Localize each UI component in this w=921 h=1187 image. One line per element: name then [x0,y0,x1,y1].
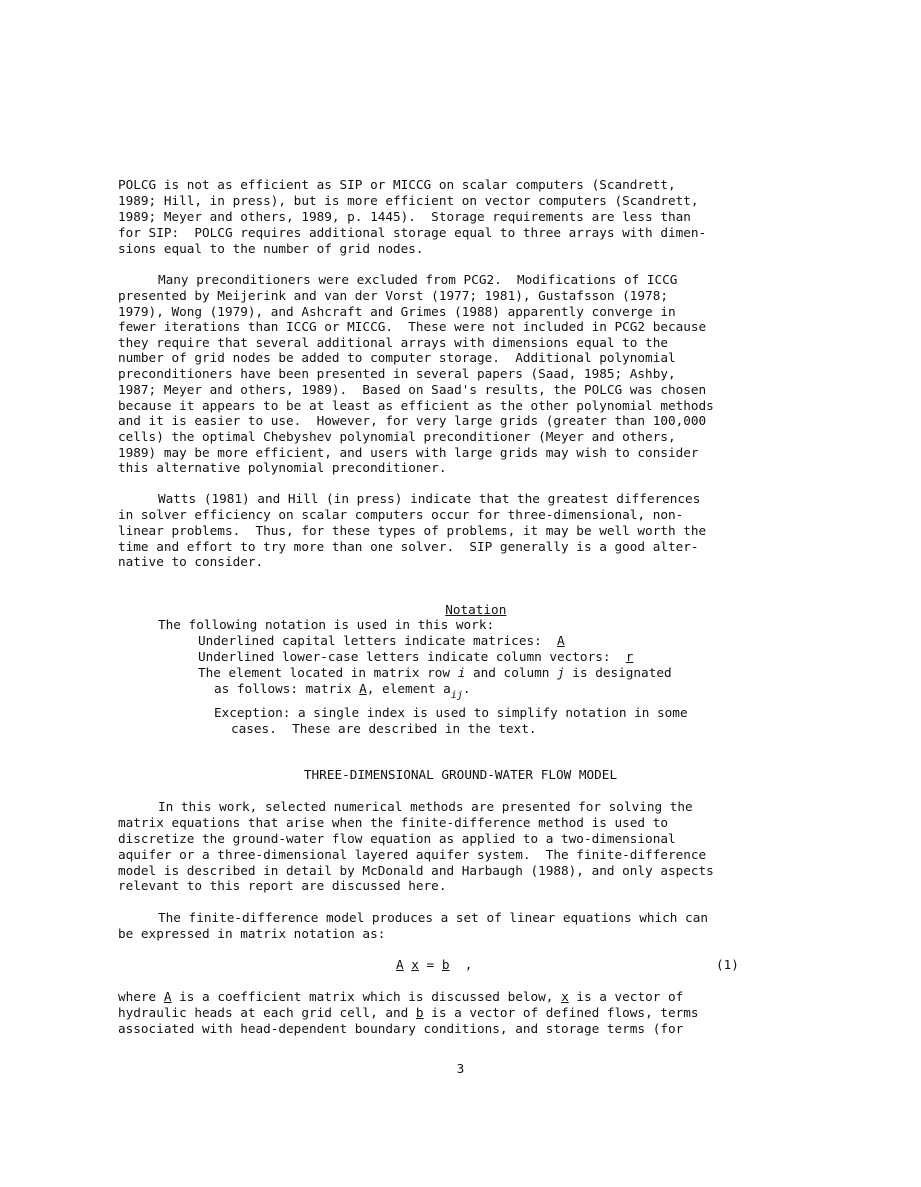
text-line: be expressed in matrix notation as: [118,926,386,941]
text-line: and it is easier to use. However, for very large grids (greater than 100,000 [118,413,707,428]
text-line: where A is a coefficient matrix which is discussed below, x is a vector of [118,989,684,1004]
notation-intro: The following notation is used in this work: [158,617,495,632]
text-line: associated with head-dependent boundary conditions, and storage terms (for [118,1021,684,1036]
text-line: aquifer or a three-dimensional layered aquifer system. The finite-difference [118,847,707,862]
page-number: 3 [456,1061,465,1076]
text-line: in solver efficiency on scalar computers occur for three-dimensional, non- [118,507,684,522]
text-line: In this work, selected numerical methods are presented for solving the [158,799,693,814]
text-line: relevant to this report are discussed here. [118,878,447,893]
section-heading: THREE-DIMENSIONAL GROUND-WATER FLOW MODEL [303,767,618,782]
text-line: cells) the optimal Chebyshev polynomial preconditioner (Meyer and others, [118,429,676,444]
text-line: preconditioners have been presented in several papers (Saad, 1985; Ashby, [118,366,676,381]
text-line: time and effort to try more than one solver. SIP generally is a good alter- [118,539,699,554]
text-line: linear problems. Thus, for these types of problems, it may be well worth the [118,523,707,538]
text-line: they require that several additional arrays with dimensions equal to the [118,335,668,350]
text-line: hydraulic heads at each grid cell, and b is a vector of defined flows, terms [118,1005,699,1020]
text-line: 1989; Hill, in press), but is more efficient on vector computers (Scandrett, [118,193,699,208]
notation-vectors: Underlined lower-case letters indicate column vectors: r [198,649,634,664]
text-line: Watts (1981) and Hill (in press) indicate that the greatest differences [158,491,701,506]
text-line: POLCG is not as efficient as SIP or MICCG on scalar computers (Scandrett, [118,177,676,192]
text-line: this alternative polynomial preconditioner. [118,460,447,475]
text-line: because it appears to be at least as efficient as the other polynomial methods [118,398,714,413]
text-line: for SIP: POLCG requires additional storage equal to three arrays with dimen- [118,225,707,240]
text-line: presented by Meijerink and van der Vorst (1977; 1981), Gustafsson (1978; [118,288,668,303]
text-line: discretize the ground-water flow equation as applied to a two-dimensional [118,831,676,846]
notation-exception: Exception: a single index is used to simplify notation in some [214,705,688,720]
text-line: 1987; Meyer and others, 1989). Based on Saad's results, the POLCG was chosen [118,382,707,397]
notation-follows: as follows: matrix A, element $a_{ij}$. [214,681,471,701]
text-line: fewer iterations than ICCG or MICCG. These were not included in PCG2 because [118,319,707,334]
text-line: 1979), Wong (1979), and Ashcraft and Grimes (1988) apparently converge in [118,304,676,319]
equation-number: (1) [716,957,739,972]
notation-heading: Notation [445,601,507,617]
text-line: matrix equations that arise when the finite-difference method is used to [118,815,668,830]
notation-exception-cont: cases. These are described in the text. [231,721,537,736]
text-line: 1989; Meyer and others, 1989, p. 1445). Storage requirements are less than [118,209,691,224]
text-line: 1989) may be more efficient, and users with large grids may wish to consider [118,445,699,460]
text-line: model is described in detail by McDonald and Harbaugh (1988), and only aspects [118,863,714,878]
text-line: number of grid nodes be added to computer storage. Additional polynomial [118,350,676,365]
text-line: The finite-difference model produces a set of linear equations which can [158,910,708,925]
notation-matrices: Underlined capital letters indicate matrices: A [198,633,565,648]
text-line: native to consider. [118,554,264,569]
text-line: sions equal to the number of grid nodes. [118,241,424,256]
equation-1: A x = b , [396,957,473,972]
text-line: Many preconditioners were excluded from PCG2. Modifications of ICCG [158,272,678,287]
notation-element: The element located in matrix row i and column j is designated [198,665,672,680]
